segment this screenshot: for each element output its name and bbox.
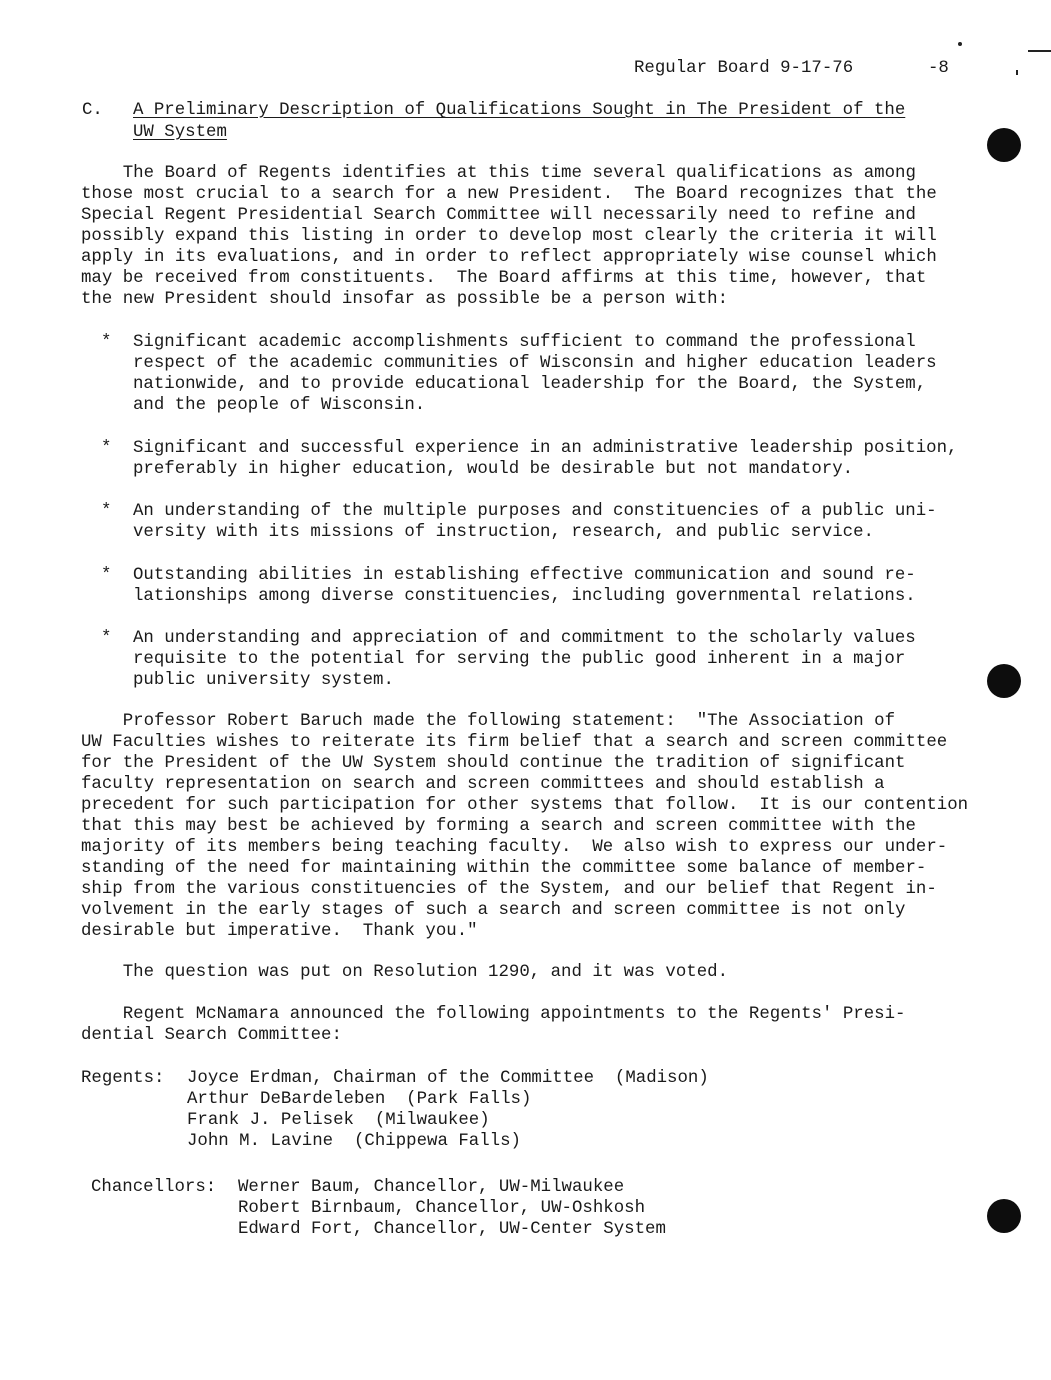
announcement-line: Regent McNamara announced the following appointments to the Regents' Presi-: [81, 1005, 906, 1024]
statement-line: volvement in the early stages of such a search and screen committee is not only: [81, 901, 906, 920]
statement-line: Professor Robert Baruch made the following statement: "The Association of: [81, 712, 896, 731]
header-title: Regular Board 9-17-76: [634, 59, 854, 78]
page-number: -8: [928, 59, 949, 78]
intro-line: Special Regent Presidential Search Committee will necessarily need to refine and: [81, 206, 916, 225]
bullet-star: *: [101, 439, 112, 458]
statement-line: ship from the various constituencies of the System, and our belief that Regent in-: [81, 880, 937, 899]
regent-entry: Frank J. Pelisek (Milwaukee): [187, 1111, 490, 1130]
statement-line: standing of the need for maintaining within the committee some balance of member-: [81, 859, 927, 878]
bullet-line: preferably in higher education, would be desirable but not mandatory.: [133, 460, 854, 479]
intro-line: apply in its evaluations, and in order to reflect appropriately wise counsel which: [81, 248, 937, 267]
bullet-line: public university system.: [133, 671, 394, 690]
regent-entry: Arthur DeBardeleben (Park Falls): [187, 1090, 532, 1109]
statement-line: UW Faculties wishes to reiterate its firm belief that a search and screen committee: [81, 733, 948, 752]
speck-mark: [1016, 70, 1018, 75]
intro-line: possibly expand this listing in order to develop most clearly the criteria it will: [81, 227, 937, 246]
bullet-star: *: [101, 566, 112, 585]
statement-line: precedent for such participation for other systems that follow. It is our contention: [81, 796, 969, 815]
section-title-line2: UW System: [133, 123, 227, 142]
bullet-star: *: [101, 333, 112, 352]
bullet-star: *: [101, 502, 112, 521]
chancellor-entry: Edward Fort, Chancellor, UW-Center System: [238, 1220, 666, 1239]
bullet-line: An understanding of the multiple purposes and constituencies of a public uni-: [133, 502, 937, 521]
punch-hole: [987, 1199, 1021, 1233]
punch-hole: [987, 664, 1021, 698]
chancellor-entry: Robert Birnbaum, Chancellor, UW-Oshkosh: [238, 1199, 646, 1218]
bullet-line: Significant and successful experience in an administrative leadership position,: [133, 439, 958, 458]
statement-line: faculty representation on search and screen committees and should establish a: [81, 775, 885, 794]
regents-label: Regents:: [81, 1069, 165, 1088]
regent-entry: John M. Lavine (Chippewa Falls): [187, 1132, 521, 1151]
bullet-line: An understanding and appreciation of and commitment to the scholarly values: [133, 629, 916, 648]
intro-line: the new President should insofar as possible be a person with:: [81, 290, 729, 309]
bullet-line: Significant academic accomplishments sufficient to command the professional: [133, 333, 916, 352]
announcement-line: dential Search Committee:: [81, 1026, 342, 1045]
punch-hole: [987, 128, 1021, 162]
section-letter: C.: [82, 101, 103, 120]
intro-line: those most crucial to a search for a new President. The Board recognizes that the: [81, 185, 937, 204]
bullet-line: requisite to the potential for serving the public good inherent in a major: [133, 650, 906, 669]
bullet-line: Outstanding abilities in establishing effective communication and sound re-: [133, 566, 916, 585]
intro-line: may be received from constituents. The Board affirms at this time, however, that: [81, 269, 927, 288]
section-title-line1: A Preliminary Description of Qualifications Sought in The President of the: [133, 101, 906, 120]
statement-line: desirable but imperative. Thank you.": [81, 922, 478, 941]
speck-mark: [958, 42, 962, 46]
bullet-line: and the people of Wisconsin.: [133, 396, 426, 415]
chancellor-entry: Werner Baum, Chancellor, UW-Milwaukee: [238, 1178, 625, 1197]
bullet-line: versity with its missions of instruction, research, and public service.: [133, 523, 874, 542]
intro-line: The Board of Regents identifies at this time several qualifications as among: [81, 164, 916, 183]
vote-line: The question was put on Resolution 1290, and it was voted.: [81, 963, 729, 982]
statement-line: majority of its members being teaching faculty. We also wish to express our under-: [81, 838, 948, 857]
statement-line: that this may best be achieved by forming a search and screen committee with the: [81, 817, 916, 836]
regent-entry: Joyce Erdman, Chairman of the Committee (Madison): [187, 1069, 709, 1088]
bullet-line: lationships among diverse constituencies, including governmental relations.: [133, 587, 916, 606]
bullet-star: *: [101, 629, 112, 648]
statement-line: for the President of the UW System should continue the tradition of significant: [81, 754, 906, 773]
bullet-line: respect of the academic communities of Wisconsin and higher education leaders: [133, 354, 937, 373]
bullet-line: nationwide, and to provide educational leadership for the Board, the System,: [133, 375, 927, 394]
chancellors-label: Chancellors:: [91, 1178, 217, 1197]
edge-mark: [1028, 50, 1051, 52]
